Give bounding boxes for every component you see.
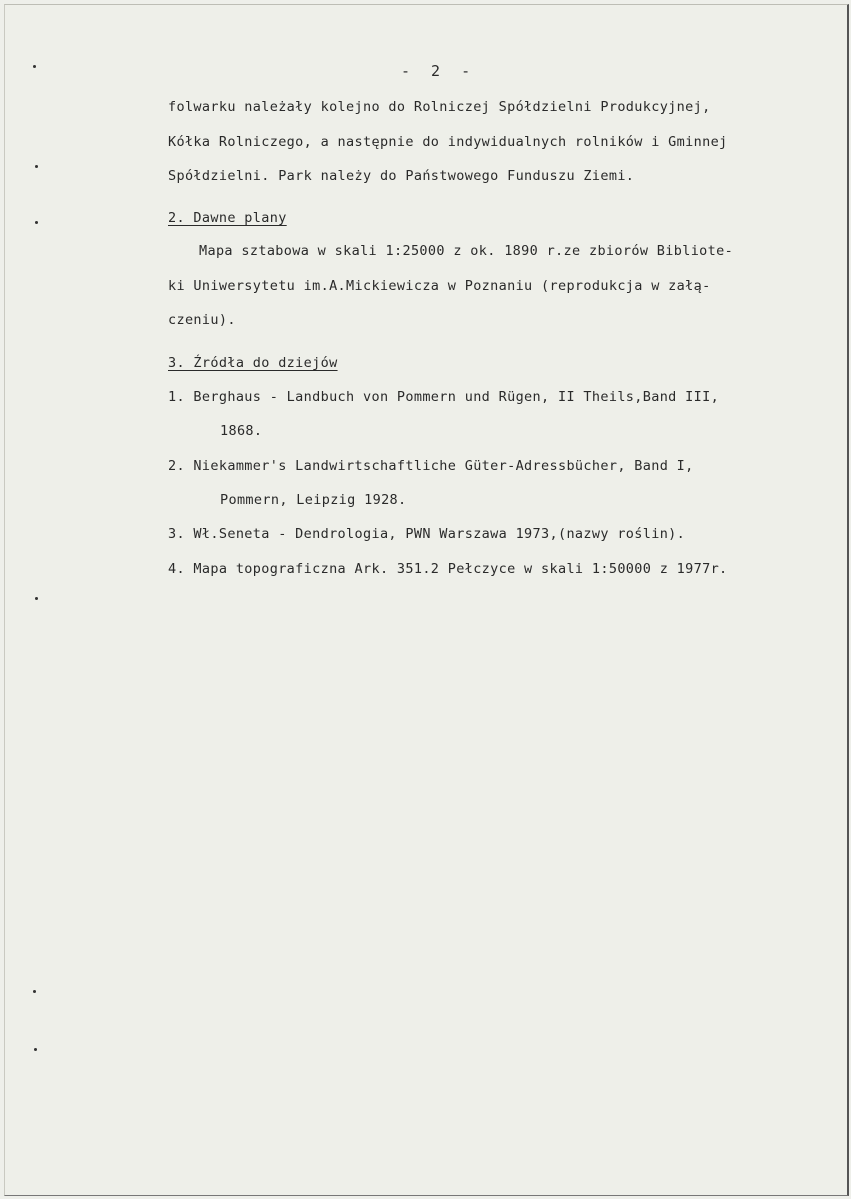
section-2-heading: 2. Dawne plany: [168, 210, 287, 226]
margin-speck: [34, 1048, 37, 1051]
intro-line-2: Kółka Rolniczego, a następnie do indywidualnych rolników i Gminnej: [168, 134, 728, 150]
margin-speck: [33, 990, 36, 993]
source-item-1-line-2: 1868.: [220, 423, 263, 439]
source-item-2-line-1: 2. Niekammer's Landwirtschaftliche Güter-Adressbücher, Band I,: [168, 458, 694, 474]
source-item-4: 4. Mapa topograficzna Ark. 351.2 Pełczyce w skali 1:50000 z 1977r.: [168, 561, 728, 577]
section-2-line-3: czeniu).: [168, 312, 236, 328]
section-2-line-1: Mapa sztabowa w skali 1:25000 z ok. 1890 r.ze zbiorów Bibliote-: [199, 243, 734, 259]
margin-speck: [35, 221, 38, 224]
source-item-3: 3. Wł.Seneta - Dendrologia, PWN Warszawa 1973,(nazwy roślin).: [168, 526, 686, 542]
document-page: [4, 4, 849, 1196]
margin-speck: [35, 165, 38, 168]
page-number: - 2 -: [401, 62, 477, 80]
source-item-2-line-2: Pommern, Leipzig 1928.: [220, 492, 407, 508]
margin-speck: [33, 65, 36, 68]
margin-speck: [35, 597, 38, 600]
intro-line-1: folwarku należały kolejno do Rolniczej Spółdzielni Produkcyjnej,: [168, 99, 711, 115]
intro-line-3: Spółdzielni. Park należy do Państwowego Funduszu Ziemi.: [168, 168, 635, 184]
source-item-1-line-1: 1. Berghaus - Landbuch von Pommern und Rügen, II Theils,Band III,: [168, 389, 720, 405]
section-2-line-2: ki Uniwersytetu im.A.Mickiewicza w Poznaniu (reprodukcja w załą-: [168, 278, 711, 294]
section-3-heading: 3. Źródła do dziejów: [168, 355, 338, 371]
